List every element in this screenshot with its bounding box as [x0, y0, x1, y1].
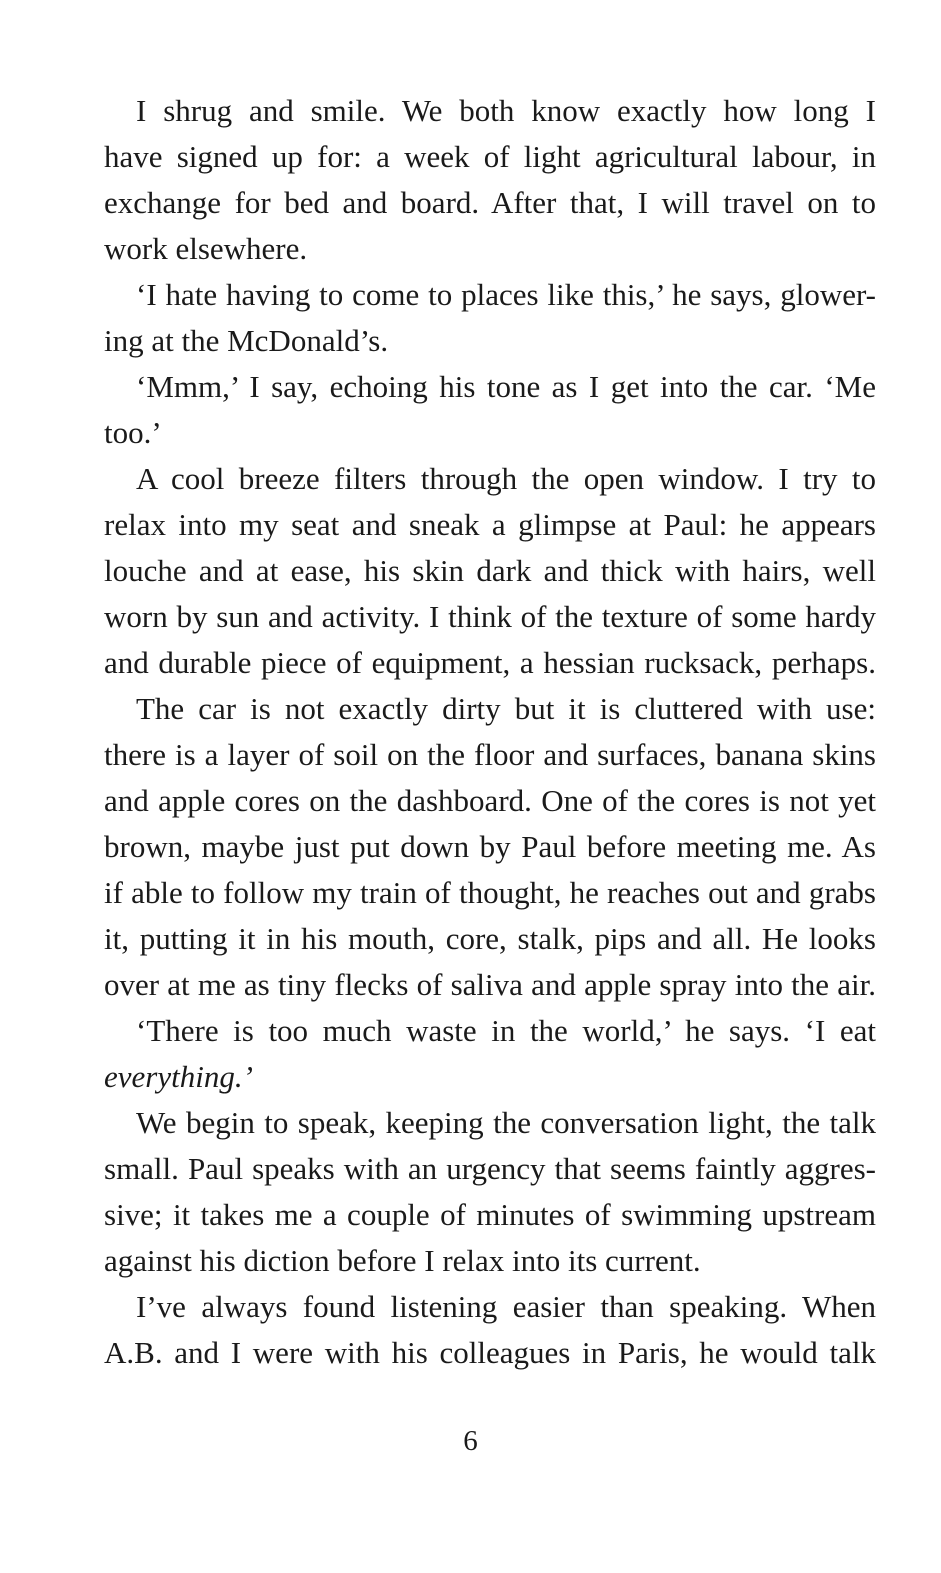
text-line: ‘There is too much waste in the world,’ he says. ‘I eat: [136, 1013, 876, 1048]
text-line: small. Paul speaks with an urgency that seems faintly aggres-: [104, 1151, 876, 1186]
text-line: against his diction before I relax into its current.: [104, 1243, 701, 1278]
text-line: sive; it takes me a couple of minutes of swimming upstream: [104, 1197, 876, 1232]
text-line: The car is not exactly dirty but it is cluttered with use:: [136, 691, 876, 726]
text-line: I’ve always found listening easier than speaking. When: [136, 1289, 876, 1324]
text-line-italic: everything.’: [104, 1059, 253, 1094]
text-line: I shrug and smile. We both know exactly how long I: [136, 93, 876, 128]
text-line: it, putting it in his mouth, core, stalk, pips and all. He looks: [104, 921, 876, 956]
text-line: too.’: [104, 415, 162, 450]
text-line: ‘Mmm,’ I say, echoing his tone as I get into the car. ‘Me: [136, 369, 876, 404]
text-line: ‘I hate having to come to places like this,’ he says, glower-: [136, 277, 876, 312]
text-line: and apple cores on the dashboard. One of the cores is not yet: [104, 783, 876, 818]
text-line: A.B. and I were with his colleagues in Paris, he would talk: [104, 1335, 876, 1370]
text-line: work elsewhere.: [104, 231, 308, 266]
text-line: We begin to speak, keeping the conversation light, the talk: [136, 1105, 876, 1140]
text-line: ing at the McDonald’s.: [104, 323, 389, 358]
text-line: if able to follow my train of thought, he reaches out and grabs: [104, 875, 876, 910]
text-line: A cool breeze filters through the open window. I try to: [136, 461, 876, 496]
text-line: there is a layer of soil on the floor and surfaces, banana skins: [104, 737, 876, 772]
text-line: brown, maybe just put down by Paul before meeting me. As: [104, 829, 876, 864]
text-line: have signed up for: a week of light agricultural labour, in: [104, 139, 876, 174]
text-line: and durable piece of equipment, a hessian rucksack, perhaps.: [104, 645, 876, 680]
text-line: worn by sun and activity. I think of the texture of some hardy: [104, 599, 876, 634]
text-line: relax into my seat and sneak a glimpse at Paul: he appears: [104, 507, 876, 542]
text-line: louche and at ease, his skin dark and thick with hairs, well: [104, 553, 876, 588]
body-text: [104, 88, 876, 1376]
page-number: 6: [463, 1425, 478, 1457]
text-line: over at me as tiny flecks of saliva and apple spray into the air.: [104, 967, 876, 1002]
text-line: exchange for bed and board. After that, I will travel on to: [104, 185, 876, 220]
